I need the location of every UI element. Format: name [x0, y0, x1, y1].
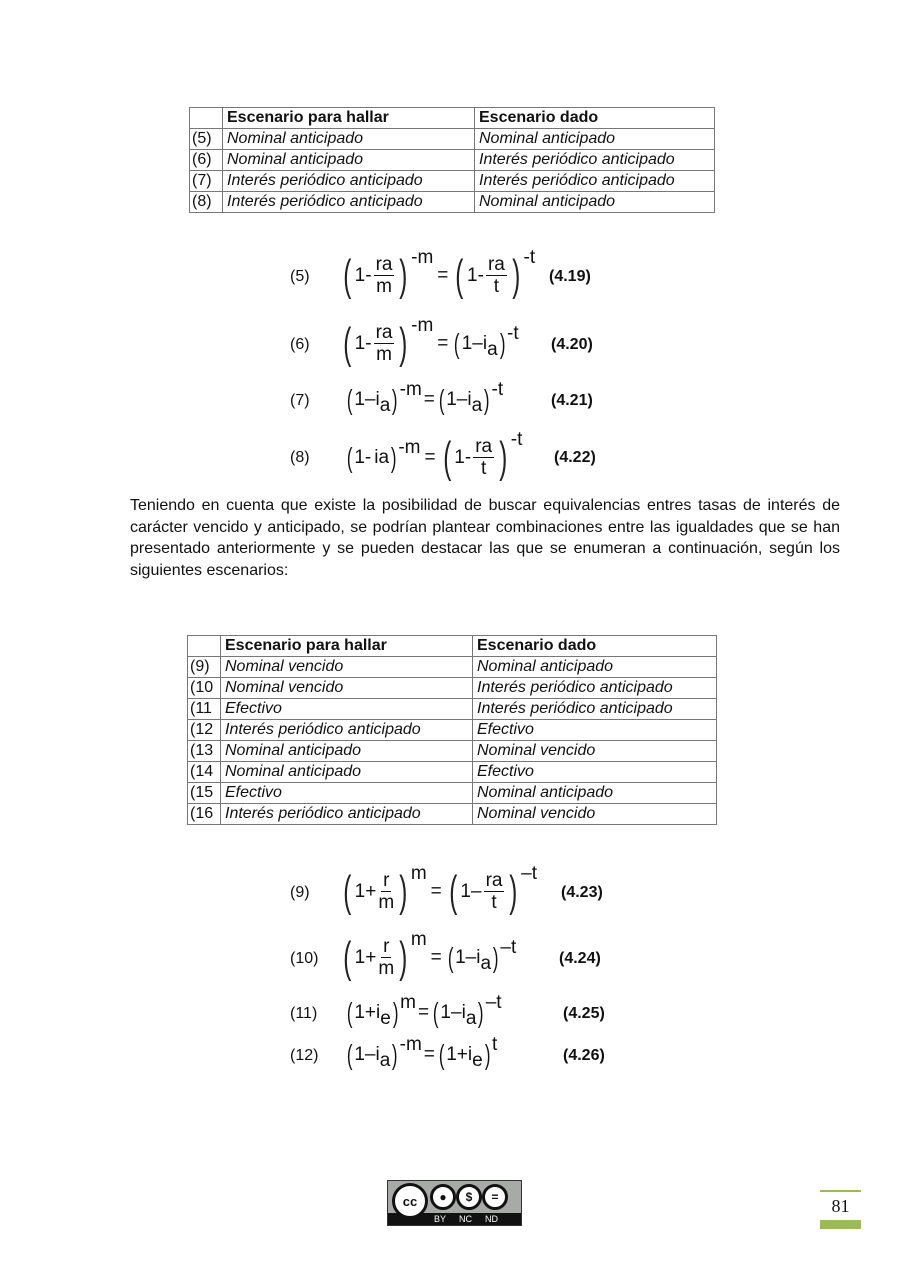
equation-number: (10): [290, 950, 319, 967]
row-dado: Interés periódico anticipado: [475, 171, 715, 192]
equation-formula: ( 1 + i e ) m = ( 1 – i a ) –t: [346, 992, 502, 1029]
table-row: [188, 741, 717, 762]
row-hallar: Interés periódico anticipado: [223, 192, 475, 213]
row-num: (7): [190, 171, 223, 192]
equation-number: (5): [290, 268, 310, 285]
cc-by-nc-nd-icon[interactable]: [387, 1180, 522, 1226]
row-dado: Efectivo: [473, 762, 717, 783]
equation-number: (7): [290, 392, 310, 409]
equation-formula: ( 1 – i a ) -m = ( 1 – i a ) -t: [346, 379, 504, 416]
table-row: [188, 783, 717, 804]
row-hallar: Interés periódico anticipado: [221, 720, 473, 741]
table-row: [188, 699, 717, 720]
noncommercial-icon: $: [456, 1184, 482, 1210]
row-dado: Interés periódico anticipado: [473, 699, 717, 720]
equation-formula: ( 1 + $\frac{r}{m}$ ) m = ( 1 – i a ) –t: [343, 929, 517, 982]
equation-number: (8): [290, 449, 310, 466]
page-number: 81: [831, 1196, 850, 1216]
cc-icon: cc: [392, 1183, 428, 1219]
table-row: [190, 150, 715, 171]
equation-reference: (4.20): [551, 336, 593, 353]
header-dado: Escenario dado: [473, 636, 717, 657]
table-header-row: [190, 108, 715, 129]
equation-formula: ( 1 - ia ) -m = ( 1 - $\frac{ra}{t}$ ) -t: [346, 429, 523, 482]
scenario-table-1: [189, 107, 715, 213]
row-num: (9): [188, 657, 221, 678]
table-row: [188, 720, 717, 741]
row-dado: Efectivo: [473, 720, 717, 741]
nc-label: NC: [459, 1214, 472, 1224]
equation-reference: (4.22): [554, 449, 596, 466]
row-dado: Nominal anticipado: [473, 783, 717, 804]
row-num: (14: [188, 762, 221, 783]
equation-reference: (4.21): [551, 392, 593, 409]
row-hallar: Efectivo: [221, 783, 473, 804]
row-hallar: Nominal anticipado: [221, 741, 473, 762]
row-dado: Interés periódico anticipado: [475, 150, 715, 171]
row-hallar: Nominal anticipado: [223, 129, 475, 150]
row-dado: Interés periódico anticipado: [473, 678, 717, 699]
attribution-icon: ●: [430, 1184, 456, 1210]
equation-number: (9): [290, 884, 310, 901]
equation-formula: ( 1 + $\frac{r}{m}$ ) m = ( 1 – $\frac{ra}{t}$ ) –t: [343, 863, 537, 916]
header-num: [190, 108, 223, 129]
header-hallar: Escenario para hallar: [223, 108, 475, 129]
equation-reference: (4.24): [559, 950, 601, 967]
nd-label: ND: [485, 1214, 498, 1224]
row-num: (11: [188, 699, 221, 720]
equation-formula: ( 1 - $\frac{ra}{m}$ ) -m = ( 1 - $\frac{ra}{t}$ ) -t: [343, 247, 536, 300]
row-hallar: Nominal vencido: [221, 678, 473, 699]
table-row: [190, 129, 715, 150]
header-hallar: Escenario para hallar: [221, 636, 473, 657]
row-num: (6): [190, 150, 223, 171]
row-dado: Nominal anticipado: [475, 129, 715, 150]
row-dado: Nominal anticipado: [473, 657, 717, 678]
row-hallar: Nominal anticipado: [223, 150, 475, 171]
header-num: [188, 636, 221, 657]
table-header-row: [188, 636, 717, 657]
row-num: (8): [190, 192, 223, 213]
row-dado: Nominal vencido: [473, 804, 717, 825]
page-number-bottom-bar: [820, 1220, 861, 1229]
page-number-top-rule: [820, 1190, 861, 1192]
table-row: [190, 171, 715, 192]
table-row: [188, 657, 717, 678]
equation-formula: ( 1 - $\frac{ra}{m}$ ) -m = ( 1 – i a ) -t: [343, 315, 519, 368]
scenario-table-2: [187, 635, 717, 825]
table-row: [188, 762, 717, 783]
row-hallar: Efectivo: [221, 699, 473, 720]
row-num: (15: [188, 783, 221, 804]
equation-number: (12): [290, 1047, 319, 1064]
row-num: (16: [188, 804, 221, 825]
noderivatives-icon: =: [482, 1184, 508, 1210]
body-paragraph: Teniendo en cuenta que existe la posibilidad de buscar equivalencias entres tasas de interés de carácter vencido y anticipado, se podrían plantear combinaciones entre las igualdades que se han presentado anteriormente y se pueden destacar las que se enumeran a continuación, según los siguientes escenarios:: [130, 497, 840, 579]
row-hallar: Interés periódico anticipado: [223, 171, 475, 192]
equation-number: (6): [290, 336, 310, 353]
equation-reference: (4.19): [549, 268, 591, 285]
equation-reference: (4.25): [563, 1005, 605, 1022]
row-num: (10: [188, 678, 221, 699]
row-num: (12: [188, 720, 221, 741]
header-dado: Escenario dado: [475, 108, 715, 129]
table-row: [188, 804, 717, 825]
row-dado: Nominal vencido: [473, 741, 717, 762]
table-row: [190, 192, 715, 213]
row-num: (5): [190, 129, 223, 150]
by-label: BY: [434, 1214, 447, 1224]
row-hallar: Nominal anticipado: [221, 762, 473, 783]
equation-reference: (4.26): [563, 1047, 605, 1064]
table-row: [188, 678, 717, 699]
row-dado: Nominal anticipado: [475, 192, 715, 213]
equation-reference: (4.23): [561, 884, 603, 901]
row-hallar: Interés periódico anticipado: [221, 804, 473, 825]
row-hallar: Nominal vencido: [221, 657, 473, 678]
equation-formula: ( 1 – i a ) -m = ( 1 + i e ) t: [346, 1034, 498, 1071]
equation-number: (11): [290, 1005, 318, 1022]
row-num: (13: [188, 741, 221, 762]
